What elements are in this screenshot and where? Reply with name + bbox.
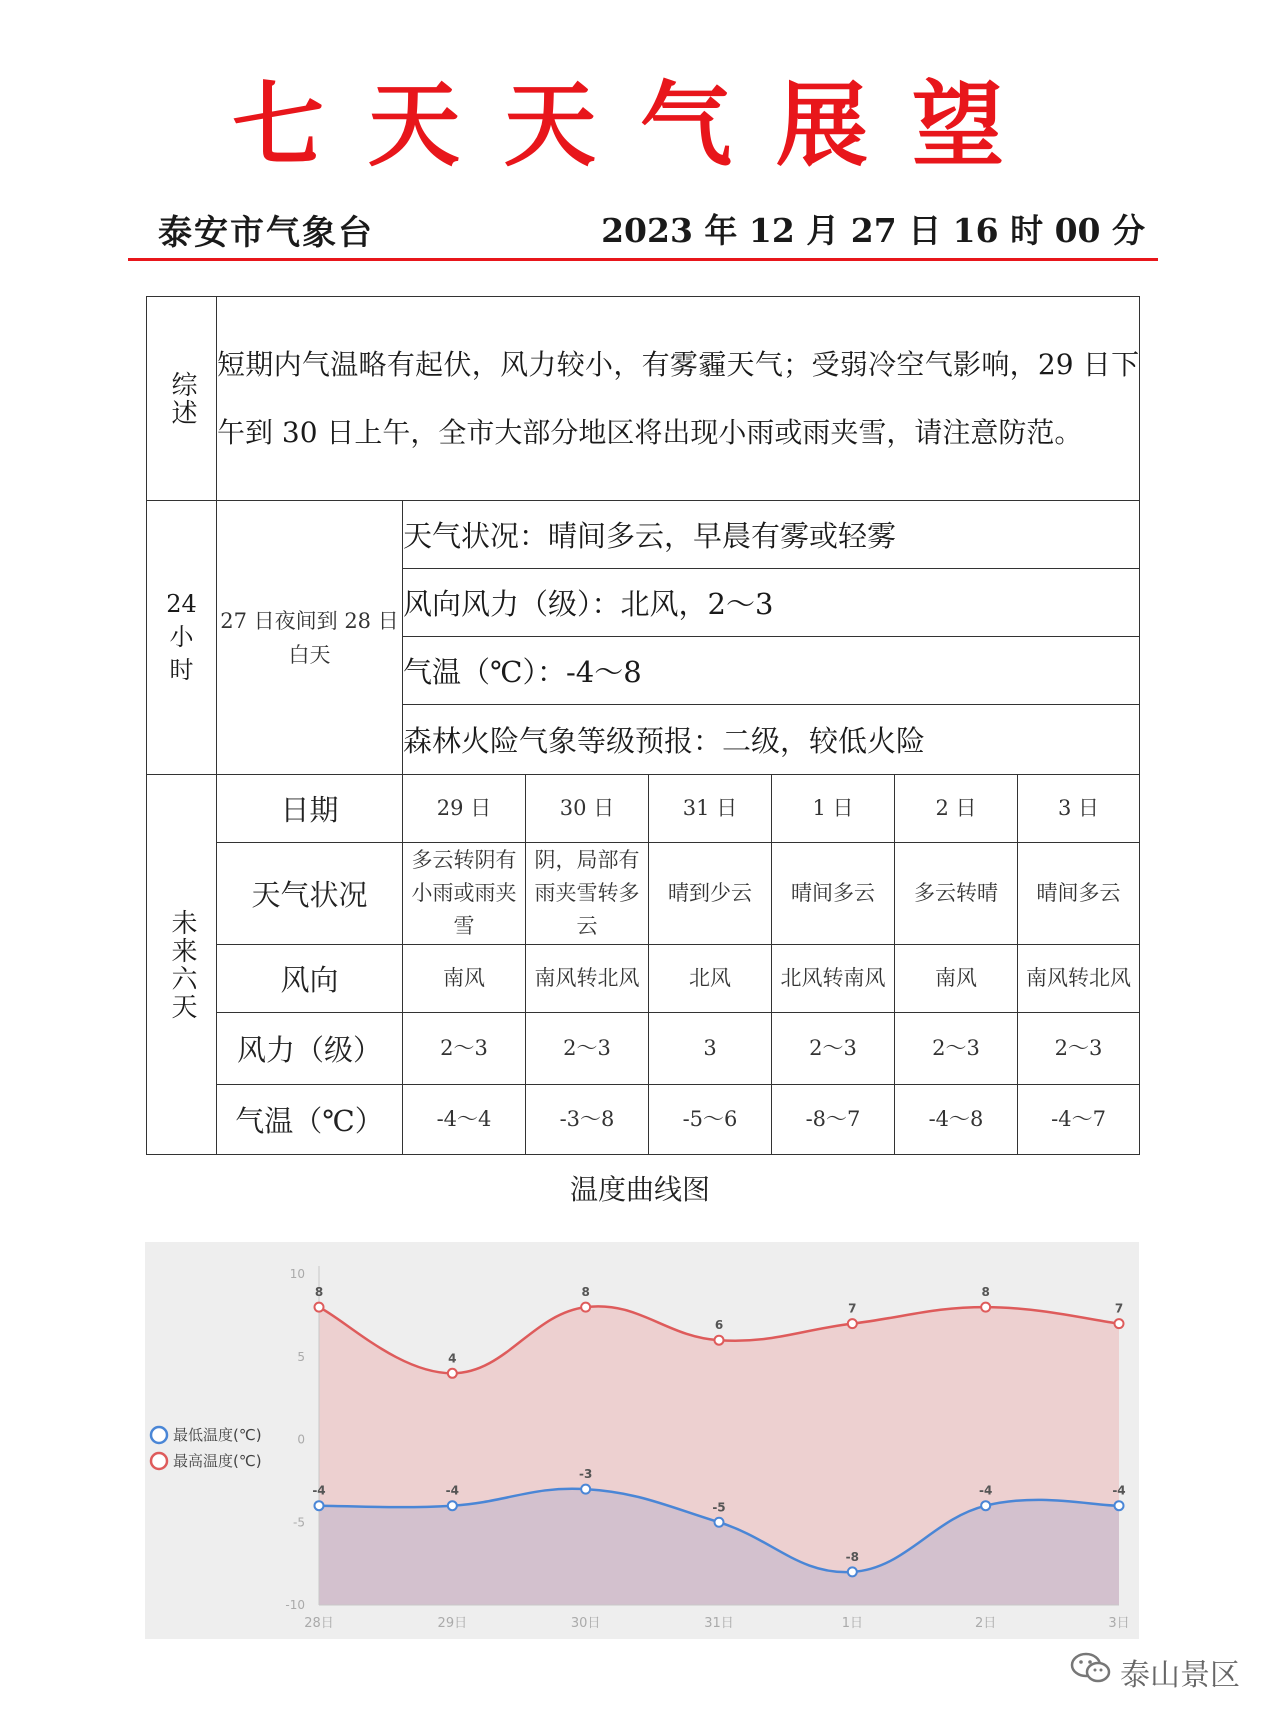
data-label: -4 bbox=[978, 1483, 993, 1498]
data-point bbox=[448, 1369, 457, 1378]
weather-cell: 多云转晴 bbox=[895, 843, 1018, 945]
wind-level-cell: 2～3 bbox=[895, 1013, 1018, 1085]
weather-cell: 阴，局部有雨夹雪转多云 bbox=[526, 843, 649, 945]
next24-weather: 天气状况：晴间多云，早晨有雾或轻雾 bbox=[403, 501, 1140, 569]
wind-dir-cell: 南风转北风 bbox=[1018, 945, 1140, 1013]
wind-level-cell: 2～3 bbox=[1018, 1013, 1140, 1085]
six-days-label: 未来六天 bbox=[167, 908, 197, 1021]
wind-dir-cell: 北风 bbox=[649, 945, 772, 1013]
x-tick-label: 28日 bbox=[304, 1616, 334, 1631]
legend-marker bbox=[151, 1427, 167, 1443]
issue-time: 2023 年 12 月 27 日 16 时 00 分 bbox=[601, 211, 1145, 250]
page-title: 七天天气展望 bbox=[231, 71, 1048, 179]
data-label: -5 bbox=[712, 1500, 726, 1515]
y-tick-label: 10 bbox=[289, 1267, 305, 1281]
legend-marker bbox=[151, 1453, 167, 1469]
wind-level-cell: 2～3 bbox=[772, 1013, 895, 1085]
data-label: 8 bbox=[981, 1285, 990, 1300]
date-cell: 30 日 bbox=[526, 775, 649, 843]
y-tick-label: -5 bbox=[293, 1515, 305, 1530]
x-tick-label: 31日 bbox=[704, 1616, 734, 1631]
data-point bbox=[581, 1485, 590, 1494]
summary-label-cell bbox=[147, 297, 217, 501]
data-point bbox=[315, 1501, 324, 1510]
data-point bbox=[1115, 1501, 1124, 1510]
weather-cell: 晴间多云 bbox=[1018, 843, 1140, 945]
wechat-icon bbox=[1070, 1651, 1112, 1693]
data-point bbox=[848, 1319, 857, 1328]
y-tick-label: 0 bbox=[297, 1432, 305, 1447]
next24-fire-risk: 森林火险气象等级预报：二级，较低火险 bbox=[403, 705, 1140, 775]
summary-text: 短期内气温略有起伏，风力较小，有雾霾天气；受弱冷空气影响，29 日下午到 30 日上午，全市大部分地区将出现小雨或雨夹雪，请注意防范。 bbox=[217, 297, 1140, 501]
issuer: 泰安市气象台 bbox=[158, 213, 374, 253]
next24-label-cell bbox=[147, 501, 217, 775]
row-label-wind-dir: 风向 bbox=[217, 945, 403, 1013]
wind-dir-cell: 南风 bbox=[403, 945, 526, 1013]
data-point bbox=[448, 1501, 457, 1510]
y-tick-label: 5 bbox=[297, 1349, 305, 1364]
header-divider bbox=[128, 258, 1158, 261]
wind-level-cell: 2～3 bbox=[526, 1013, 649, 1085]
date-cell: 3 日 bbox=[1018, 775, 1140, 843]
x-tick-label: 30日 bbox=[570, 1616, 601, 1631]
data-point bbox=[715, 1518, 724, 1527]
wind-dir-cell: 北风转南风 bbox=[772, 945, 895, 1013]
wind-dir-cell: 南风 bbox=[895, 945, 1018, 1013]
row-label-weather: 天气状况 bbox=[217, 843, 403, 945]
temp-cell: -4～7 bbox=[1018, 1085, 1140, 1155]
data-point bbox=[1115, 1319, 1124, 1328]
next24-label-char-1: 小 bbox=[169, 623, 194, 651]
watermark-text: 泰山景区 bbox=[1120, 1658, 1240, 1693]
data-label: -4 bbox=[445, 1483, 460, 1498]
row-label-date: 日期 bbox=[217, 775, 403, 843]
data-label: -4 bbox=[312, 1483, 326, 1498]
temp-cell: -5～6 bbox=[649, 1085, 772, 1155]
next24-label-char-2: 时 bbox=[169, 656, 194, 684]
weather-cell: 晴到少云 bbox=[649, 843, 772, 945]
data-point bbox=[981, 1501, 990, 1510]
wind-level-cell: 3 bbox=[649, 1013, 772, 1085]
temp-cell: -8～7 bbox=[772, 1085, 895, 1155]
six-days-label-cell bbox=[147, 775, 217, 1155]
temp-cell: -4～8 bbox=[895, 1085, 1018, 1155]
x-tick-label: 29日 bbox=[437, 1616, 468, 1631]
date-cell: 2 日 bbox=[895, 775, 1018, 843]
data-label: 6 bbox=[714, 1318, 724, 1333]
legend-label: 最高温度(℃) bbox=[173, 1452, 262, 1470]
data-point bbox=[315, 1303, 324, 1312]
watermark bbox=[1070, 1650, 1240, 1694]
forecast-table bbox=[146, 296, 1140, 1155]
data-label: 8 bbox=[581, 1285, 590, 1300]
date-cell: 29 日 bbox=[403, 775, 526, 843]
next24-temp: 气温（℃）：-4～8 bbox=[403, 637, 1140, 705]
data-label: 4 bbox=[448, 1351, 457, 1366]
next24-wind: 风向风力（级）：北风，2～3 bbox=[403, 569, 1140, 637]
data-point bbox=[581, 1303, 590, 1312]
temp-cell: -3～8 bbox=[526, 1085, 649, 1155]
legend-label: 最低温度(℃) bbox=[173, 1426, 262, 1444]
chart-title: 温度曲线图 bbox=[569, 1173, 710, 1206]
next24-period: 27 日夜间到 28 日白天 bbox=[217, 501, 403, 775]
row-label-temp: 气温（℃） bbox=[217, 1085, 403, 1155]
data-point bbox=[715, 1336, 724, 1345]
data-label: 7 bbox=[1114, 1301, 1124, 1316]
data-label: -8 bbox=[845, 1549, 860, 1564]
row-label-wind-level: 风力（级） bbox=[217, 1013, 403, 1085]
temp-cell: -4～4 bbox=[403, 1085, 526, 1155]
summary-label: 综述 bbox=[167, 370, 197, 427]
weather-cell: 晴间多云 bbox=[772, 843, 895, 945]
date-cell: 31 日 bbox=[649, 775, 772, 843]
data-label: -3 bbox=[578, 1467, 593, 1482]
data-point bbox=[848, 1567, 857, 1576]
x-tick-label: 2日 bbox=[975, 1616, 997, 1631]
wind-dir-cell: 南风转北风 bbox=[526, 945, 649, 1013]
weather-cell: 多云转阴有小雨或雨夹雪 bbox=[403, 843, 526, 945]
data-label: 7 bbox=[848, 1301, 857, 1316]
next24-label-num: 24 bbox=[166, 590, 197, 618]
data-label: 8 bbox=[314, 1285, 324, 1300]
date-cell: 1 日 bbox=[772, 775, 895, 843]
x-tick-label: 1日 bbox=[841, 1616, 863, 1631]
temperature-chart-svg bbox=[145, 1242, 1139, 1639]
data-label: -4 bbox=[1112, 1483, 1126, 1498]
data-point bbox=[981, 1303, 990, 1312]
x-tick-label: 3日 bbox=[1108, 1616, 1130, 1631]
y-tick-label: -10 bbox=[285, 1598, 305, 1612]
temperature-chart bbox=[145, 1242, 1139, 1639]
wind-level-cell: 2～3 bbox=[403, 1013, 526, 1085]
